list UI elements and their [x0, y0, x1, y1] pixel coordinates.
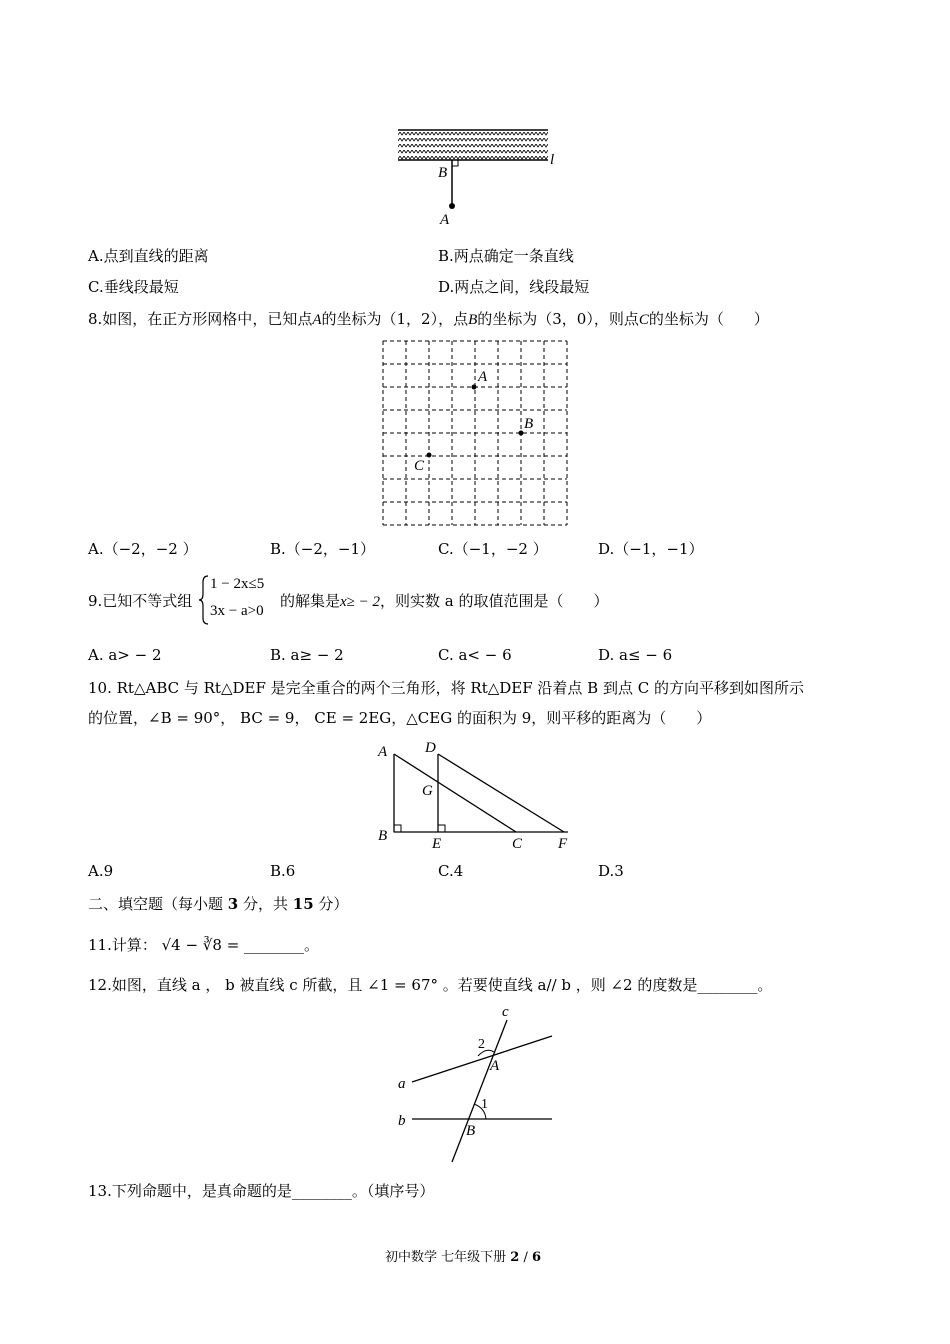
q12-figure — [390, 1000, 570, 1170]
q7-figure — [390, 120, 570, 230]
q7-option-d: D.两点之间，线段最短 — [438, 278, 590, 296]
q10-option-c: C.4 — [438, 862, 464, 880]
q12-label-c: c — [502, 1004, 509, 1020]
q12-label-1: 1 — [481, 1097, 488, 1112]
q10-label-D: D — [425, 740, 436, 756]
q9-option-a: A. a> − 2 — [88, 646, 162, 664]
q13-text: 13.下列命题中，是真命题的是________。（填序号） — [88, 1182, 435, 1200]
q9-ineq-1: 1 − 2x≤5 — [210, 576, 265, 592]
q10-label-F: F — [558, 836, 568, 852]
section2-heading: 二、填空题（每小题 3 分，共 15 分） — [88, 895, 349, 913]
q10-label-C: C — [512, 836, 523, 852]
q7-option-b: B.两点确定一条直线 — [438, 247, 574, 265]
q12-label-B: B — [466, 1123, 476, 1139]
q10-option-d: D.3 — [598, 862, 624, 880]
q7-option-a: A.点到直线的距离 — [88, 247, 209, 265]
q12-label-A: A — [490, 1058, 500, 1074]
q10-option-b: B.6 — [270, 862, 296, 880]
q8-label-A: A — [478, 369, 488, 385]
q9-option-b: B. a≥ − 2 — [270, 646, 344, 664]
q11-text: 11.计算： √4 − ∛8 = ________。 — [88, 936, 320, 954]
q9-option-d: D. a≤ − 6 — [598, 646, 673, 664]
q7-label-B: B — [438, 165, 448, 181]
q8-label-B: B — [524, 416, 534, 432]
q8-label-C: C — [414, 458, 425, 474]
page-footer: 初中数学 七年级下册 2 / 6 — [385, 1250, 542, 1265]
q10-stem-line2: 的位置，∠B = 90°， BC = 9， CE = 2EG，△CEG 的面积为 9，则平移的距离为（ ） — [88, 709, 712, 727]
q8-option-a: A.（−2，−2 ） — [88, 540, 198, 558]
q10-label-A: A — [378, 744, 388, 760]
q8-stem: 8.如图，在正方形网格中，已知点A的坐标为（1，2），点B的坐标为（3，0），则点C的坐标为（ ） — [88, 310, 769, 328]
q7-label-A: A — [440, 212, 450, 228]
q8-option-c: C.（−1，−2 ） — [438, 540, 548, 558]
q7-option-c: C.垂线段最短 — [88, 278, 179, 296]
q7-label-l: l — [550, 152, 555, 168]
q10-label-B: B — [378, 828, 388, 844]
q12-text: 12.如图，直线 a ， b 被直线 c 所截，且 ∠1 = 67° 。若要使直线 a// b ，则 ∠2 的度数是________。 — [88, 976, 773, 994]
q9-option-c: C. a< − 6 — [438, 646, 512, 664]
q9-brace — [198, 574, 210, 626]
q8-option-b: B.（−2，−1） — [270, 540, 376, 558]
q9-ineq-2: 3x − a>0 — [210, 603, 264, 619]
q10-label-E: E — [432, 836, 442, 852]
q12-label-2: 2 — [478, 1037, 485, 1052]
q9-stem-rest: 的解集是x≥ − 2，则实数 a 的取值范围是（ ） — [280, 592, 609, 610]
q8-option-d: D.（−1，−1） — [598, 540, 704, 558]
q12-label-a: a — [398, 1076, 406, 1092]
q8-grid-figure — [378, 336, 574, 532]
q10-stem-line1: 10. Rt△ABC 与 Rt△DEF 是完全重合的两个三角形，将 Rt△DEF 沿着点 B 到点 C 的方向平移到如图所示 — [88, 679, 804, 697]
q10-option-a: A.9 — [88, 862, 114, 880]
q9-stem-pre: 9.已知不等式组 — [88, 592, 193, 610]
q10-figure — [372, 738, 582, 854]
q12-label-b: b — [398, 1113, 406, 1129]
q10-label-G: G — [422, 783, 433, 799]
